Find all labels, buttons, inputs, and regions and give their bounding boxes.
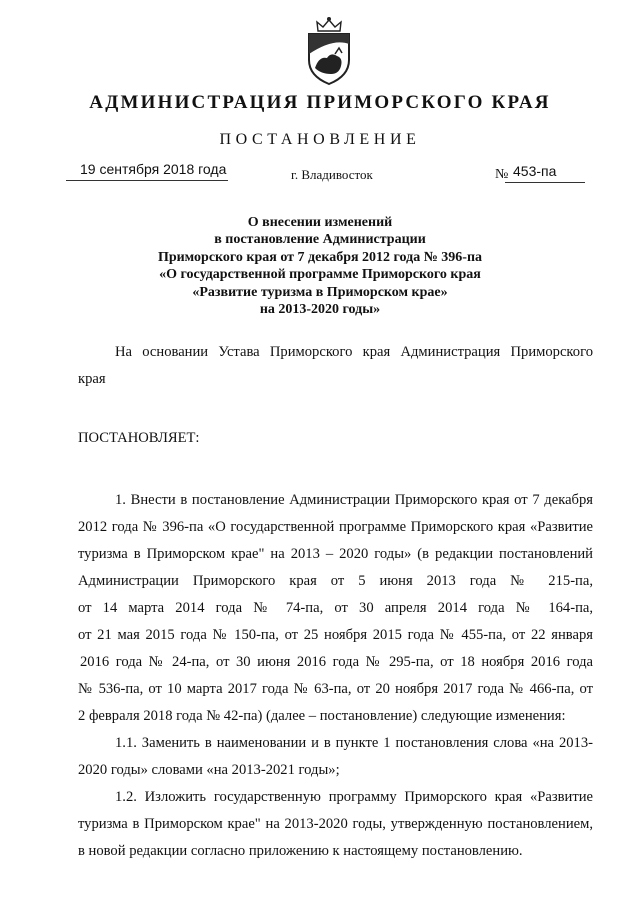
body-line: № 536-па, от 10 марта 2017 года № 63-па, от 20 ноября 2017 года № 466-па, от: [78, 681, 593, 697]
body-line: 2012 года № 396-па «О государственной программе Приморского края «Развитие: [78, 519, 593, 535]
body-line: туризма в Приморском крае" на 2013 – 2020 годы» (в редакции постановлений: [78, 546, 593, 562]
body-line: 1.1. Заменить в наименовании и в пункте 1 постановления слова «на 2013-: [115, 735, 593, 751]
decree-date: 19 сентября 2018 года: [80, 161, 227, 177]
title-line: «Развитие туризма в Приморском крае»: [192, 284, 448, 300]
body-line: 2 февраля 2018 года № 42-па) (далее – постановление) следующие изменения:: [78, 708, 566, 724]
basis-line: На основании Устава Приморского края Администрация Приморского: [115, 344, 593, 360]
title-line: «О государственной программе Приморского края: [159, 267, 481, 283]
number-sign: №: [495, 167, 509, 182]
body-line: от 14 марта 2014 года № 74-па, от 30 апреля 2014 года № 164-па,: [78, 600, 593, 616]
basis-line: края: [78, 371, 106, 387]
title-line: О внесении изменений: [247, 215, 393, 230]
number-underline: [505, 182, 585, 183]
date-underline: [66, 180, 228, 181]
resolves-heading: ПОСТАНОВЛЯЕТ:: [78, 430, 200, 446]
title-line: в постановление Администрации: [214, 232, 426, 248]
body-line: в новой редакции согласно приложению к настоящему постановлению.: [78, 843, 523, 859]
decree-number: 453-па: [513, 163, 557, 179]
body-line: 1.2. Изложить государственную программу Приморского края «Развитие: [115, 789, 593, 805]
body-line: 2020 годы» словами «на 2013-2021 годы»;: [78, 762, 340, 778]
body-line: Администрации Приморского края от 5 июня 2013 года № 215-па,: [78, 573, 593, 589]
title-line: на 2013-2020 годы»: [259, 302, 381, 318]
body-line: 1. Внести в постановление Администрации Приморского края от 7 декабря: [115, 492, 593, 508]
title-line: Приморского края от 7 декабря 2012 года № 396-па: [157, 249, 483, 265]
body-line: туризма в Приморском крае" на 2013-2020 годы, утвержденную постановлением,: [78, 816, 593, 832]
document-type-heading: ПОСТАНОВЛЕНИЕ: [219, 131, 421, 148]
body-line: от 21 мая 2015 года № 150-па, от 25 ноября 2015 года № 455-па, от 22 января: [78, 627, 593, 643]
decree-title: [0, 214, 640, 318]
decree-city: г. Владивосток: [291, 167, 373, 182]
body-line: 2016 года № 24-па, от 30 июня 2016 года № 295-па, от 18 ноября 2016 года: [80, 654, 593, 670]
coat-of-arms-emblem: [301, 14, 357, 86]
administration-heading: АДМИНИСТРАЦИЯ ПРИМОРСКОГО КРАЯ: [89, 92, 551, 113]
